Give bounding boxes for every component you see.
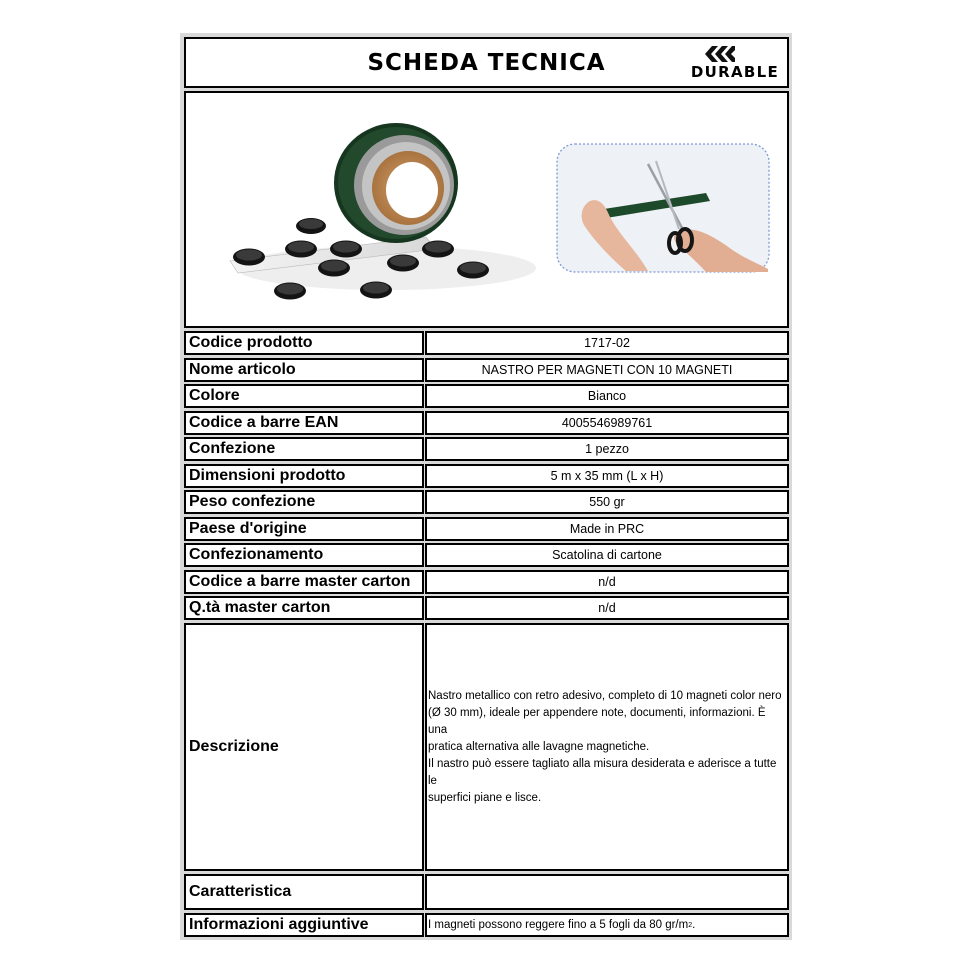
label-caratteristica: Caratteristica [184,874,424,910]
value-confezionamento: Scatolina di cartone [425,543,789,567]
label-confezione: Confezione [184,437,424,461]
value-qta-master-carton: n/d [425,596,789,620]
description-line: (Ø 30 mm), ideale per appendere note, documenti, informazioni. È una [428,706,766,736]
label-nome-articolo: Nome articolo [184,358,424,382]
additional-info-suffix: . [692,919,696,931]
description-line: Nastro metallico con retro adesivo, completo di 10 magneti color nero [428,689,782,702]
description-line: Il nastro può essere tagliato alla misura desiderata e aderisce a tutte le [428,757,777,787]
value-descrizione [425,623,789,871]
label-codice-prodotto: Codice prodotto [184,331,424,355]
description-line: pratica alternativa alle lavagne magnetiche. [428,740,650,753]
label-informazioni-aggiuntive: Informazioni aggiuntive [184,913,424,937]
description-line: superfici piane e lisce. [428,791,542,804]
page-title: SCHEDA TECNICA [367,50,606,76]
header-box [184,37,789,88]
label-paese-origine: Paese d'origine [184,517,424,541]
logo-chevrons-icon [705,46,735,62]
label-codice-ean: Codice a barre EAN [184,411,424,435]
durable-logo [661,45,779,81]
value-caratteristica [425,874,789,910]
label-confezionamento: Confezionamento [184,543,424,567]
value-nome-articolo: NASTRO PER MAGNETI CON 10 MAGNETI [425,358,789,382]
label-codice-master-carton: Codice a barre master carton [184,570,424,594]
value-confezione: 1 pezzo [425,437,789,461]
label-colore: Colore [184,384,424,408]
value-codice-master-carton: n/d [425,570,789,594]
usage-photo [557,144,769,272]
value-informazioni-aggiuntive [425,913,789,937]
product-images-box [184,91,789,328]
value-codice-prodotto: 1717-02 [425,331,789,355]
label-descrizione: Descrizione [184,623,424,871]
product-photo [186,93,787,326]
label-peso-confezione: Peso confezione [184,490,424,514]
value-colore: Bianco [425,384,789,408]
additional-info-superscript: 2 [688,921,693,929]
description-text [428,688,787,807]
label-qta-master-carton: Q.tà master carton [184,596,424,620]
value-codice-ean: 4005546989761 [425,411,789,435]
value-paese-origine: Made in PRC [425,517,789,541]
label-dimensioni-prodotto: Dimensioni prodotto [184,464,424,488]
value-peso-confezione: 550 gr [425,490,789,514]
additional-info-text: I magneti possono reggere fino a 5 fogli da 80 gr/m [428,919,689,931]
value-dimensioni-prodotto: 5 m x 35 mm (L x H) [425,464,789,488]
logo-text: DURABLE [690,63,779,81]
